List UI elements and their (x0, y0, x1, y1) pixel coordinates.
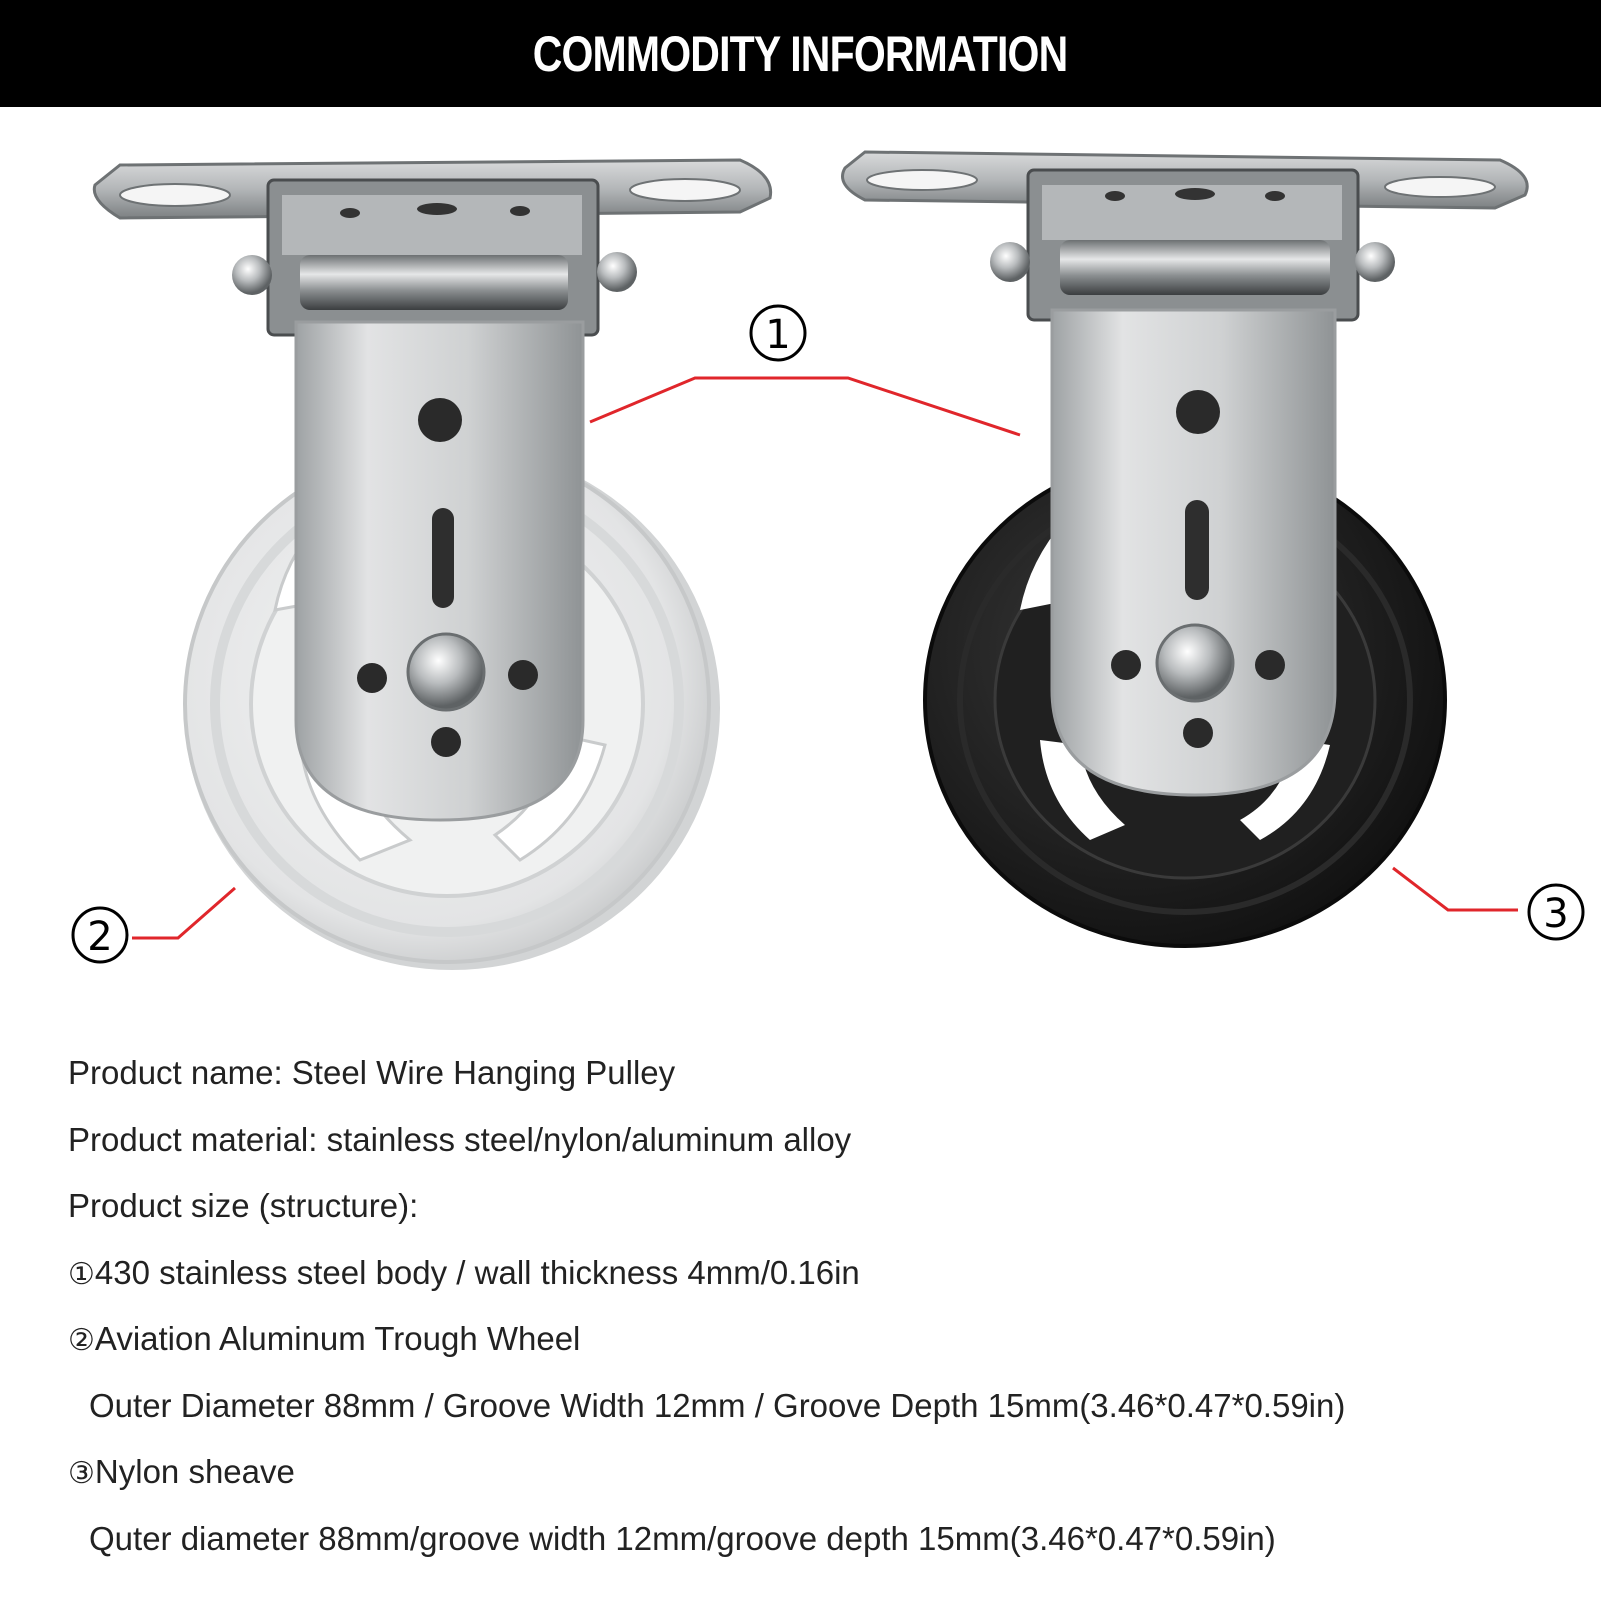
spec-item-2 (68, 1306, 1568, 1373)
spec-item-3-detail: Quter diameter 88mm/groove width 12mm/groove depth 15mm(3.46*0.47*0.59in) (89, 1519, 1276, 1557)
spec-item-1 (68, 1240, 1568, 1307)
spec-item-3 (68, 1439, 1568, 1506)
right-pulley (843, 152, 1528, 946)
product-material-line: Product material: stainless steel/nylon/aluminum alloy (68, 1120, 852, 1158)
spec-item-2-marker: ② (68, 1323, 95, 1358)
product-size-heading: Product size (structure): (68, 1187, 419, 1224)
callout-marker-1 (751, 306, 805, 360)
spec-item-3-marker: ③ (68, 1456, 95, 1491)
product-name-line: Product name: Steel Wire Hanging Pulley (68, 1054, 676, 1091)
leader-line-2 (132, 888, 235, 938)
callout-label-2: 2 (87, 914, 113, 960)
header-banner (0, 0, 1601, 107)
callout-label-1: 1 (765, 312, 791, 358)
leader-line-3 (1393, 868, 1518, 910)
spec-item-1-text: 430 stainless steel body / wall thickness 4mm/0.16in (94, 1253, 860, 1291)
spec-item-2-detail: Outer Diameter 88mm / Groove Width 12mm / Groove Depth 15mm(3.46*0.47*0.59in) (89, 1386, 1346, 1424)
spec-item-2-text: Aviation Aluminum Trough Wheel (94, 1320, 581, 1357)
callout-label-3: 3 (1543, 891, 1569, 937)
callout-marker-3 (1529, 885, 1583, 939)
spec-item-3-text: Nylon sheave (94, 1453, 295, 1490)
specification-list (68, 1040, 1568, 1572)
header-title: COMMODITY INFORMATION (533, 25, 1068, 82)
spec-item-1-marker: ① (68, 1256, 95, 1292)
left-pulley (94, 160, 770, 970)
callout-marker-2 (73, 908, 127, 962)
product-figure (0, 107, 1601, 1007)
leader-line-1 (590, 378, 1020, 435)
